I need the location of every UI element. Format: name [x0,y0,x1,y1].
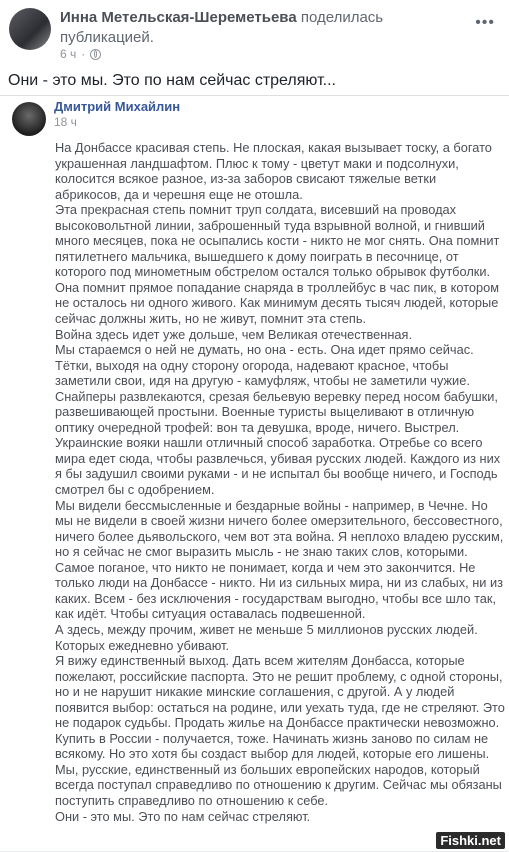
paragraph: А здесь, между прочим, живет не меньше 5 миллионов русских людей. Которых ежедневно убивают. [55,621,478,653]
shared-author-name[interactable]: Дмитрий Михайлин [54,99,181,114]
paragraph: Самое поганое, что никто не понимает, когда и чем это закончится. Не только люди на Донбассе - никто. Ни из сильных мира, ни из слабых, ни из каких. Всем - без исключения - государствам выгодно, чтобы все шло так, как идёт. Чтобы ситуация оставалась подвешенной. [55,559,503,622]
more-options-icon[interactable]: ••• [475,14,495,31]
post-meta: 6 ч · [60,47,101,61]
shared-post-body [55,140,505,824]
shared-post-time[interactable]: 18 ч [54,115,77,129]
watermark-logo: Fishki.net [436,832,505,849]
author-name[interactable]: Инна Метельская-Шереметьева [60,9,297,26]
paragraph: Мы видели бессмысленные и бездарные войны - например, в Чечне. Но мы не видели в своей жизни ничего более омерзительного, бессовестного, ничего более дьявольского, чем вот эта война. Я неплохо владею русским, но я сейчас не смог выразить мысль - не знаю таких слов, которыми. [55,497,504,560]
author-avatar[interactable] [9,8,51,50]
author-line [60,8,460,48]
shared-author-avatar[interactable] [12,102,46,136]
share-action-text: поделилась публикацией. [60,9,384,46]
paragraph: Я вижу единственный выход. Дать всем жителям Донбасса, которые пожелают, российские паспорта. Это не решит проблему, с одной стороны, но и не нарушит никакие минские соглашения, с другой. А у людей появится выбор: остаться на родине, или уехать туда, где не стреляют. Это не подарок судьбы. Продать жилье на Донбассе практически невозможно. Купить в России - получается, тоже. Начинать жизнь заново по силам не всякому. Но это хотя бы создаст выбор для людей, которые его лишены. [55,653,505,762]
paragraph: На Донбассе красивая степь. Не плоская, какая вызывает тоску, а богато украшенная ландшафтом. Плюс к тому - цветут маки и подсолнухи, колосится всякое разное, из-за заборов свисают тяжелые ветки абрикосов, да и черешня еще не отошла. [55,140,492,202]
paragraph: Война здесь идет уже дольше, чем Великая отечественная. [55,326,413,342]
post-text: Они - это мы. Это по нам сейчас стреляют... [8,72,336,89]
paragraph: Мы, русские, единственный из больших европейских народов, который всегда поступал справедливо по отношению к другим. Сейчас мы обязаны поступить справедливо по отношению к себе. [55,761,502,808]
paragraph: Они - это мы. Это по нам сейчас стреляют. [55,808,311,824]
post-time[interactable]: 6 ч [60,47,77,61]
post-header [0,0,509,66]
paragraph: Мы стараемся о ней не думать, но она - есть. Она идет прямо сейчас. Тётки, выходя на одну сторону огорода, надевают красное, чтобы заметили свои, идя на другую - камуфляж, чтобы не заметили чужие. Снайперы развлекаются, срезая бельевую веревку перед носом бабушки, развешивающей простыни. Военные туристы выцеливают в отличную оптику очередной трофей: вон та девушка, вроде, ничего. Выстрел. Украинские вояки нашли отличный способ заработка. Отребье со всего мира едет сюда, чтобы развлечься, убивая русских людей. Каждого из них я бы задушил своими руками - и не испытал бы вообще ничего, и Господь смотрел бы с одобрением. [55,342,501,498]
globe-icon [90,49,101,60]
shared-post [0,95,509,852]
paragraph: Эта прекрасная степь помнит труп солдата, висевший на проводах высоковольтной линии, заброшенный туда взрывной волной, и гнивший много месяцев, пока не осыпались кости - никто не мог снять. Она помнит пятилетнего мальчика, вышедшего к дому поиграть в песочнице, от которого под минометным обстрелом остался только обрывок футболки. Она помнит прямое попадание снаряда в троллейбус в час пик, в котором не осталось ни одного живого. Как минимум десять тысяч людей, которые сейчас должны жить, но не живут, помнит эта степь. [55,202,500,327]
